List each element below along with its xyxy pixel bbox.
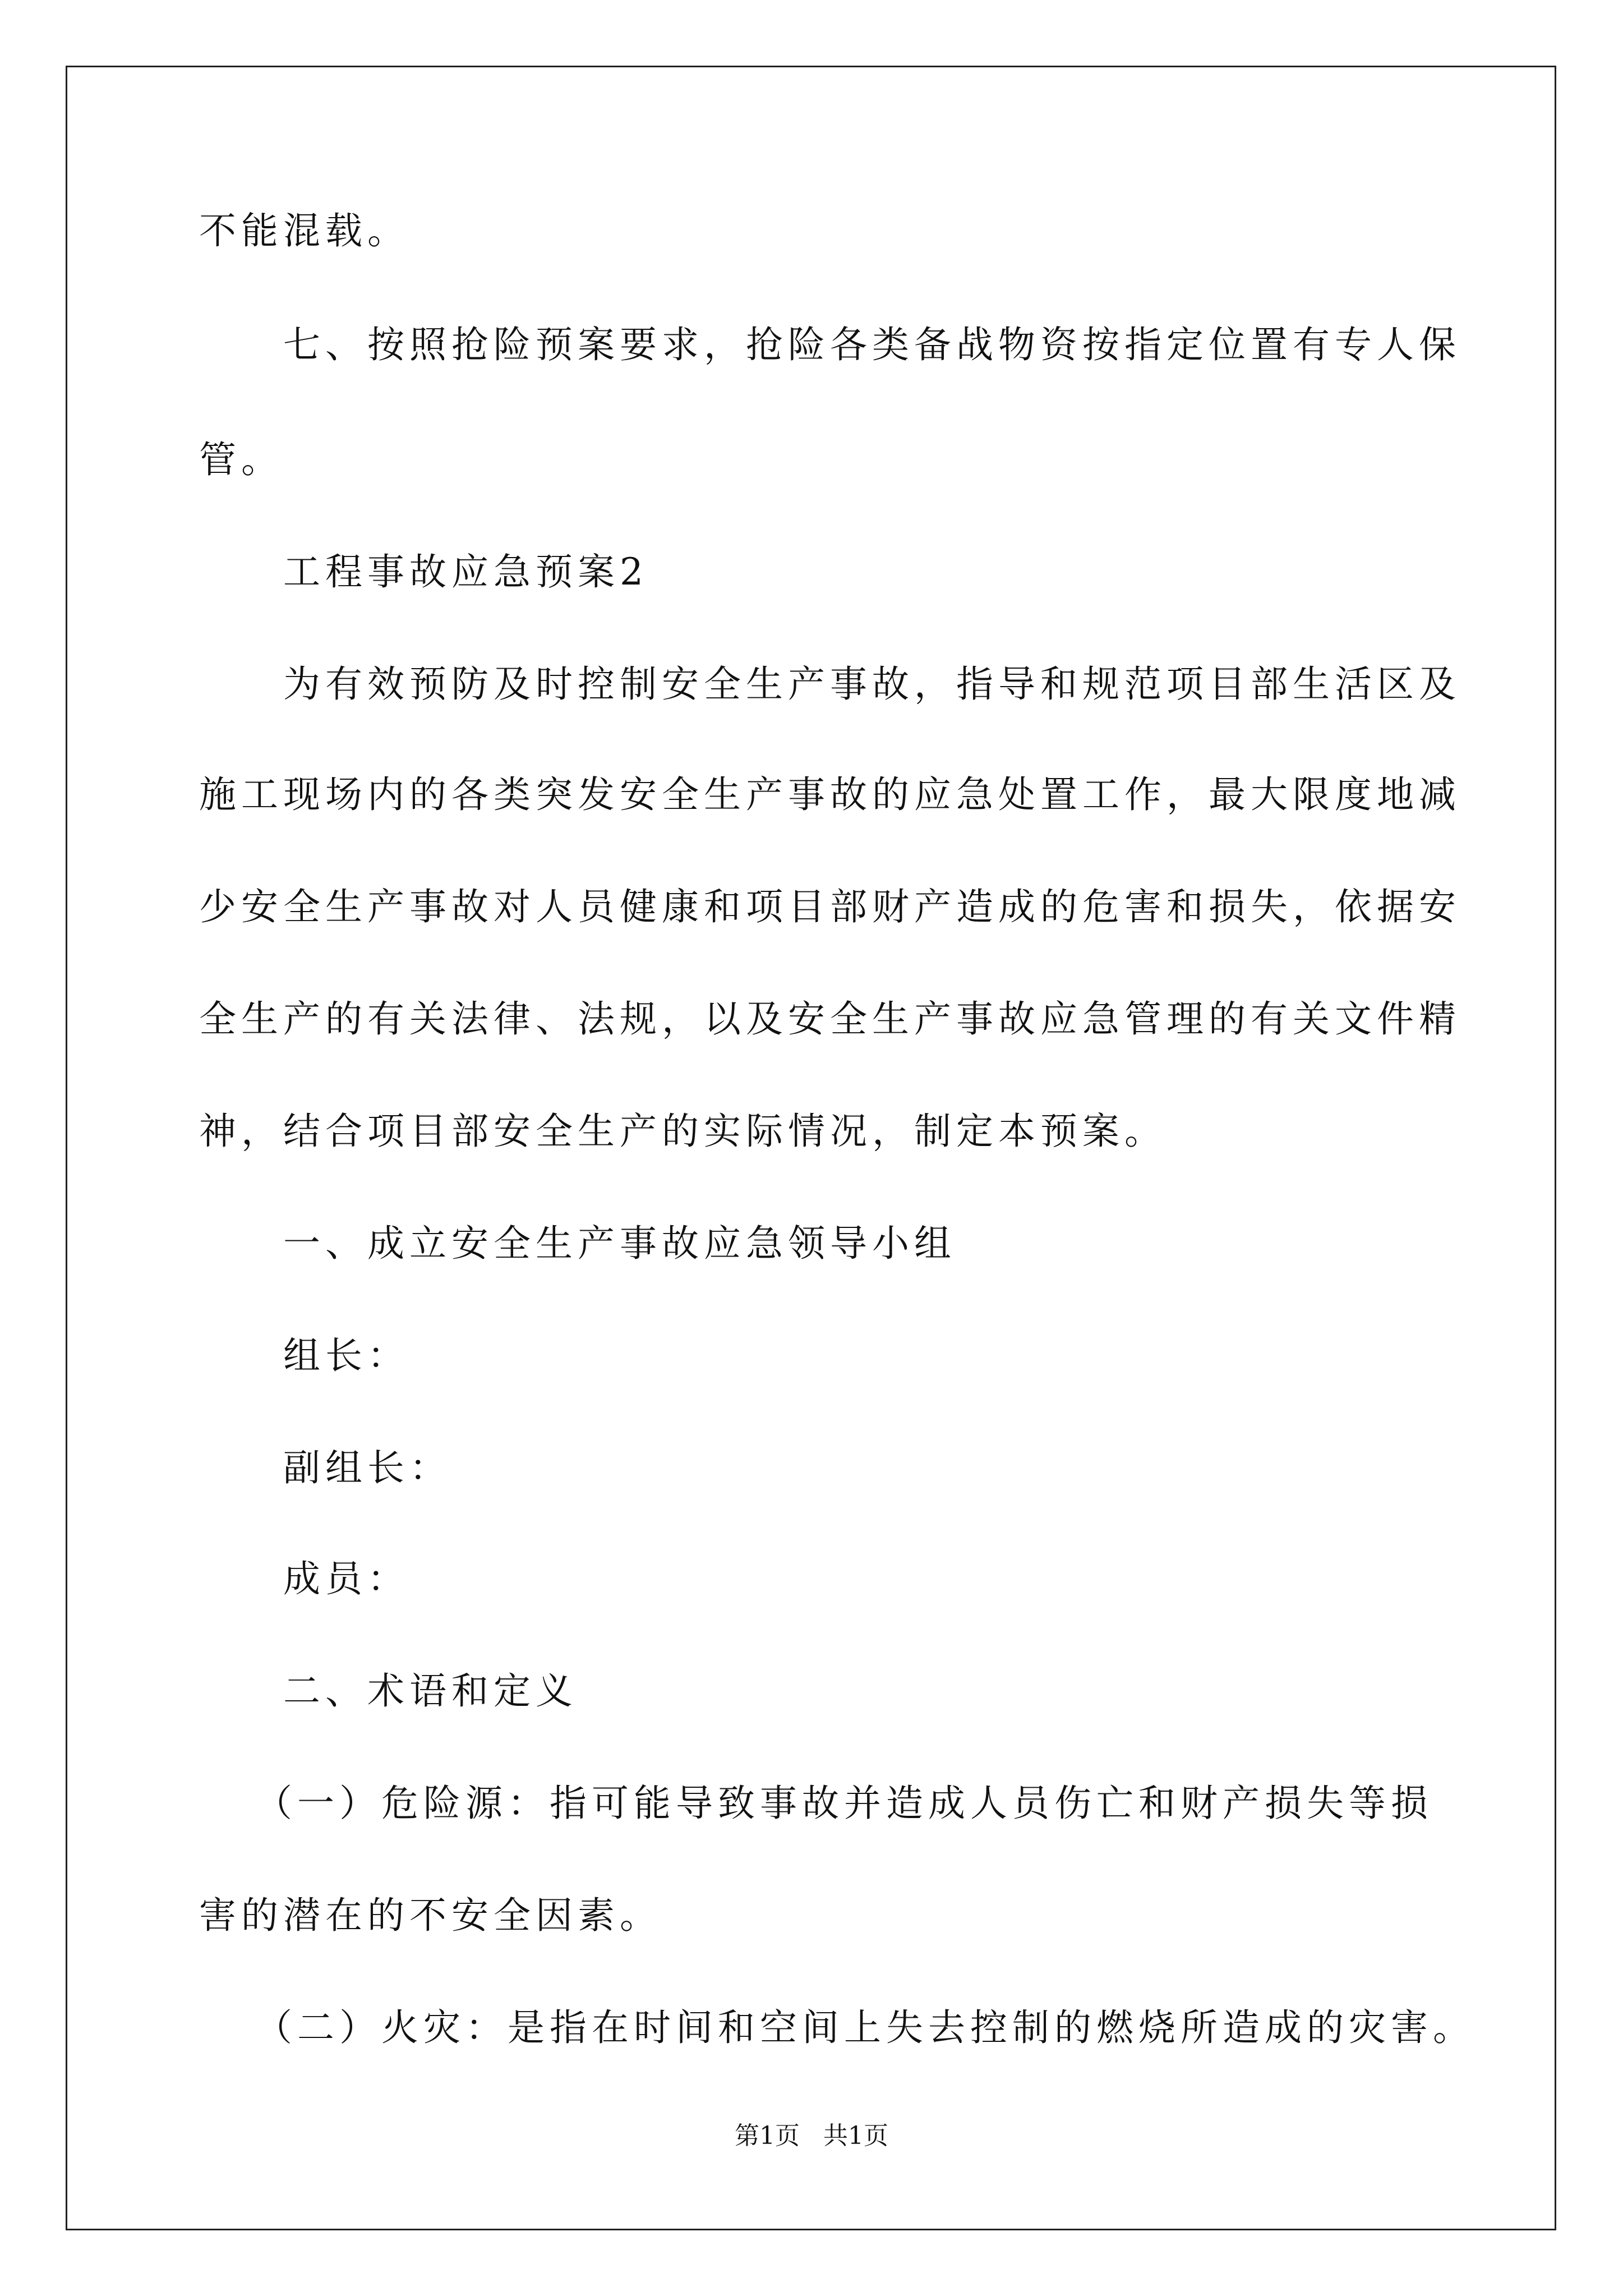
section-heading: 二、术语和定义 <box>283 1669 578 1713</box>
text-line: 组长： <box>283 1334 409 1377</box>
section-heading: 工程事故应急预案2 <box>283 550 648 593</box>
text-line: 施工现场内的各类突发安全生产事故的应急处置工作，最大限度地减 <box>199 773 1461 816</box>
text-line: 七、按照抢险预案要求，抢险各类备战物资按指定位置有专人保 <box>283 323 1461 366</box>
text-line: 副组长： <box>283 1446 451 1489</box>
text-line: 少安全生产事故对人员健康和项目部财产造成的危害和损失，依据安 <box>199 885 1461 928</box>
text-line: 不能混载。 <box>199 209 409 252</box>
section-heading: 一、成立安全生产事故应急领导小组 <box>283 1222 956 1265</box>
text-line: 管。 <box>199 438 283 481</box>
text-line: 全生产的有关法律、法规，以及安全生产事故应急管理的有关文件精 <box>199 997 1461 1041</box>
text-line: 神，结合项目部安全生产的实际情况，制定本预案。 <box>199 1110 1166 1153</box>
text-line: 害的潜在的不安全因素。 <box>199 1894 662 1937</box>
text-line: （一）危险源：指可能导致事故并造成人员伤亡和财产损失等损 <box>255 1782 1433 1825</box>
text-line: （二）火灾：是指在时间和空间上失去控制的燃烧所造成的灾害。 <box>255 2006 1475 2049</box>
page-footer: 第1页 共1页 <box>735 2122 888 2150</box>
text-line: 为有效预防及时控制安全生产事故，指导和规范项目部生活区及 <box>283 662 1461 706</box>
text-line: 成员： <box>283 1557 409 1600</box>
